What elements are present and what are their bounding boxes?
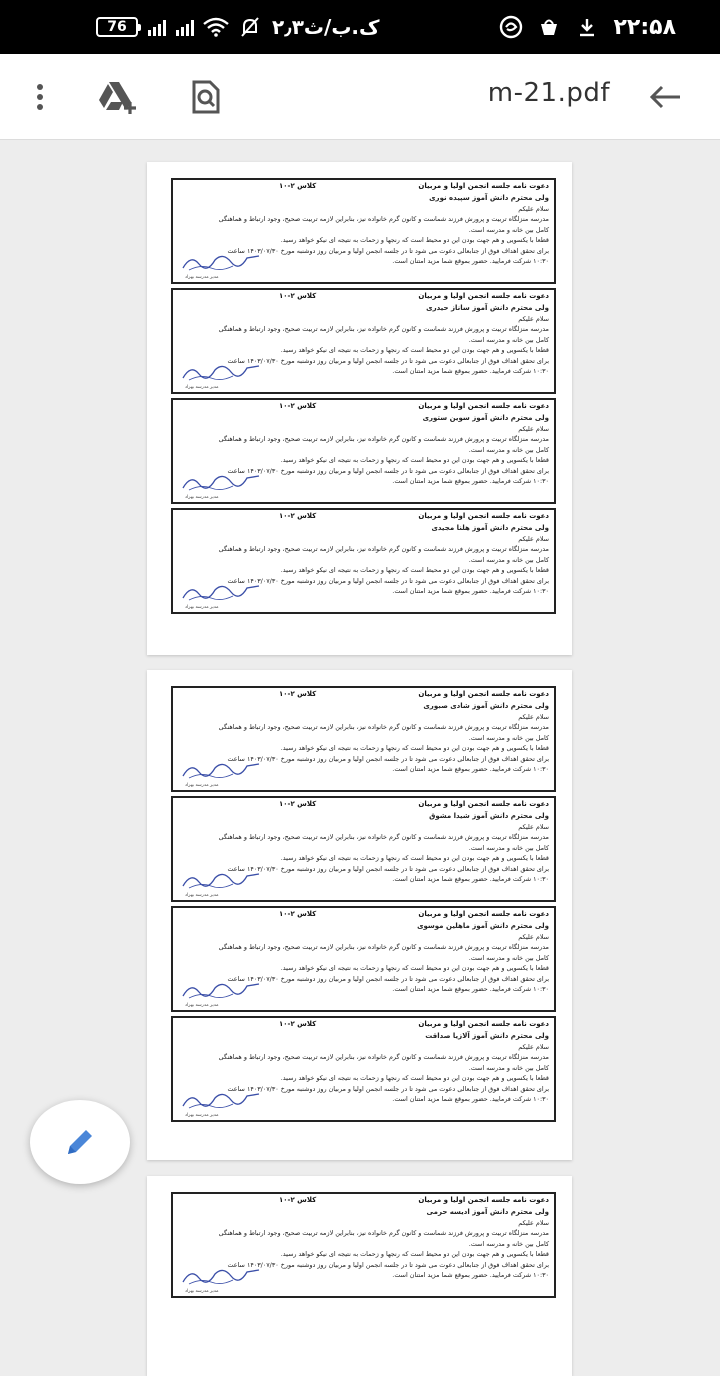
slip-text-line: برای تحقق اهداف فوق از جنابعالی دعوت می شود تا در جلسه انجمن اولیا و مربیان روز دوشنبه مورخ ۱۴۰۳/۰۷/۳۰ ساعت: [227, 864, 549, 873]
pdf-page: [147, 162, 572, 655]
slip-text-line: برای تحقق اهداف فوق از جنابعالی دعوت می شود تا در جلسه انجمن اولیا و مربیان روز دوشنبه مورخ ۱۴۰۳/۰۷/۳۰ ساعت: [227, 1260, 549, 1269]
invitation-slip: [171, 398, 556, 504]
slip-heading: دعوت نامه جلسه انجمن اولیا و مربیان: [418, 690, 549, 698]
pdf-page: [147, 670, 572, 1160]
slip-recipient: ولی محترم دانش آموز ساناز حیدری: [426, 304, 549, 312]
slip-text-line: برای تحقق اهداف فوق از جنابعالی دعوت می شود تا در جلسه انجمن اولیا و مربیان روز دوشنبه مورخ ۱۴۰۳/۰۷/۳۰ ساعت: [227, 466, 549, 475]
slip-text-line: برای تحقق اهداف فوق از جنابعالی دعوت می شود تا در جلسه انجمن اولیا و مربیان روز دوشنبه مورخ ۱۴۰۳/۰۷/۳۰ ساعت: [227, 246, 549, 255]
signature-stamp: [181, 758, 261, 780]
signature-caption: مدیر مدرسه بهزاد: [185, 1289, 219, 1294]
slip-text-line: برای تحقق اهداف فوق از جنابعالی دعوت می شود تا در جلسه انجمن اولیا و مربیان روز دوشنبه مورخ ۱۴۰۳/۰۷/۳۰ ساعت: [227, 974, 549, 983]
invitation-slip: [171, 508, 556, 614]
slip-text-line: ۱۰:۳۰ شرکت فرمایید. حضور بموقع شما مزید امتنان است.: [392, 257, 549, 265]
signature-stamp: [181, 250, 261, 272]
slip-recipient: ولی محترم دانش آموز هلنا مجیدی: [431, 524, 549, 532]
slip-text-line: کامل بین خانه و مدرسه است.: [468, 555, 549, 564]
slip-text-line: مدرسه منزلگاه تربیت و پرورش فرزند شماست و کانون گرم خانواده نیز، بنابراین لازمه تربیت صحیح، وجود ارتباط و هماهنگی: [218, 833, 549, 841]
slip-text-line: قطعا با یکسویی و هم جهت بودن این دو محیط است که رنجها و زحمات به نتیجه ای نیکو خواهد رسید.: [280, 346, 549, 354]
slip-text-line: قطعا با یکسویی و هم جهت بودن این دو محیط است که رنجها و زحمات به نتیجه ای نیکو خواهد رسید.: [280, 566, 549, 574]
slip-text-line: ۱۰:۳۰ شرکت فرمایید. حضور بموقع شما مزید امتنان است.: [392, 587, 549, 595]
slip-text-line: مدرسه منزلگاه تربیت و پرورش فرزند شماست و کانون گرم خانواده نیز، بنابراین لازمه تربیت صحیح، وجود ارتباط و هماهنگی: [218, 1229, 549, 1237]
slip-text-line: کامل بین خانه و مدرسه است.: [468, 733, 549, 742]
slip-heading: دعوت نامه جلسه انجمن اولیا و مربیان: [418, 1196, 549, 1204]
signal-icon-2: [176, 18, 194, 36]
slip-text-line: ۱۰:۳۰ شرکت فرمایید. حضور بموقع شما مزید امتنان است.: [392, 367, 549, 375]
wifi-icon: [204, 15, 228, 39]
slip-class: کلاس ۲-۱۰: [279, 292, 317, 300]
download-icon: [575, 15, 599, 39]
slip-text-line: سلام علیکم: [518, 424, 549, 433]
invitation-slip: [171, 796, 556, 902]
signature-caption: مدیر مدرسه بهزاد: [185, 1113, 219, 1118]
signature-stamp: [181, 978, 261, 1000]
signature-stamp: [181, 1264, 261, 1286]
signal-icon: [148, 18, 166, 36]
slip-class: کلاس ۲-۱۰: [279, 690, 317, 698]
edit-pencil-icon: [62, 1124, 98, 1160]
slip-recipient: ولی محترم دانش آموز شیدا مشوق: [429, 812, 549, 820]
slip-text-line: ۱۰:۳۰ شرکت فرمایید. حضور بموقع شما مزید امتنان است.: [392, 765, 549, 773]
signature-stamp: [181, 360, 261, 382]
slip-heading: دعوت نامه جلسه انجمن اولیا و مربیان: [418, 1020, 549, 1028]
slip-text-line: کامل بین خانه و مدرسه است.: [468, 1063, 549, 1072]
slip-text-line: مدرسه منزلگاه تربیت و پرورش فرزند شماست و کانون گرم خانواده نیز، بنابراین لازمه تربیت صحیح، وجود ارتباط و هماهنگی: [218, 215, 549, 223]
app-notification-icon: [499, 15, 523, 39]
slip-class: کلاس ۲-۱۰: [279, 910, 317, 918]
slip-text-line: سلام علیکم: [518, 822, 549, 831]
document-title: m-21.pdf: [487, 78, 610, 108]
slip-class: کلاس ۲-۱۰: [279, 182, 317, 190]
search-document-icon[interactable]: [184, 75, 228, 119]
slip-class: کلاس ۲-۱۰: [279, 1020, 317, 1028]
slip-text-line: قطعا با یکسویی و هم جهت بودن این دو محیط است که رنجها و زحمات به نتیجه ای نیکو خواهد رسید.: [280, 1074, 549, 1082]
slip-recipient: ولی محترم دانش آموز ادیسه حرمی: [426, 1208, 549, 1216]
invitation-slip: [171, 906, 556, 1012]
slip-text-line: سلام علیکم: [518, 204, 549, 213]
signature-caption: مدیر مدرسه بهزاد: [185, 605, 219, 610]
slip-class: کلاس ۲-۱۰: [279, 800, 317, 808]
slip-text-line: کامل بین خانه و مدرسه است.: [468, 445, 549, 454]
slip-text-line: سلام علیکم: [518, 932, 549, 941]
slip-text-line: برای تحقق اهداف فوق از جنابعالی دعوت می شود تا در جلسه انجمن اولیا و مربیان روز دوشنبه مورخ ۱۴۰۳/۰۷/۳۰ ساعت: [227, 1084, 549, 1093]
slip-text-line: مدرسه منزلگاه تربیت و پرورش فرزند شماست و کانون گرم خانواده نیز، بنابراین لازمه تربیت صحیح، وجود ارتباط و هماهنگی: [218, 723, 549, 731]
slip-heading: دعوت نامه جلسه انجمن اولیا و مربیان: [418, 292, 549, 300]
muted-bell-icon: [238, 15, 262, 39]
invitation-slip: [171, 1192, 556, 1298]
slip-class: کلاس ۲-۱۰: [279, 402, 317, 410]
slip-text-line: کامل بین خانه و مدرسه است.: [468, 225, 549, 234]
slip-text-line: مدرسه منزلگاه تربیت و پرورش فرزند شماست و کانون گرم خانواده نیز، بنابراین لازمه تربیت صحیح، وجود ارتباط و هماهنگی: [218, 545, 549, 553]
edit-button[interactable]: [30, 1100, 130, 1184]
clock: ۲۲:۵۸: [613, 14, 676, 40]
slip-text-line: سلام علیکم: [518, 1218, 549, 1227]
slip-recipient: ولی محترم دانش آموز شادی صبوری: [423, 702, 549, 710]
slip-recipient: ولی محترم دانش آموز ماهلین موسوی: [417, 922, 549, 930]
slip-text-line: ۱۰:۳۰ شرکت فرمایید. حضور بموقع شما مزید امتنان است.: [392, 1271, 549, 1279]
slip-text-line: مدرسه منزلگاه تربیت و پرورش فرزند شماست و کانون گرم خانواده نیز، بنابراین لازمه تربیت صحیح، وجود ارتباط و هماهنگی: [218, 435, 549, 443]
slip-recipient: ولی محترم دانش آموز سپیده نوری: [429, 194, 549, 202]
slip-heading: دعوت نامه جلسه انجمن اولیا و مربیان: [418, 800, 549, 808]
slip-text-line: قطعا با یکسویی و هم جهت بودن این دو محیط است که رنجها و زحمات به نتیجه ای نیکو خواهد رسید.: [280, 744, 549, 752]
signature-stamp: [181, 580, 261, 602]
network-speed: ۲٫۳ک.ب/ث: [272, 15, 380, 39]
back-arrow-icon[interactable]: [644, 75, 688, 119]
battery-level: 76: [107, 19, 127, 35]
slip-text-line: برای تحقق اهداف فوق از جنابعالی دعوت می شود تا در جلسه انجمن اولیا و مربیان روز دوشنبه مورخ ۱۴۰۳/۰۷/۳۰ ساعت: [227, 754, 549, 763]
signature-caption: مدیر مدرسه بهزاد: [185, 783, 219, 788]
slip-class: کلاس ۲-۱۰: [279, 1196, 317, 1204]
slip-text-line: برای تحقق اهداف فوق از جنابعالی دعوت می شود تا در جلسه انجمن اولیا و مربیان روز دوشنبه مورخ ۱۴۰۳/۰۷/۳۰ ساعت: [227, 576, 549, 585]
slip-text-line: کامل بین خانه و مدرسه است.: [468, 843, 549, 852]
slip-text-line: قطعا با یکسویی و هم جهت بودن این دو محیط است که رنجها و زحمات به نتیجه ای نیکو خواهد رسید.: [280, 236, 549, 244]
battery-indicator: [96, 17, 138, 37]
slip-text-line: کامل بین خانه و مدرسه است.: [468, 335, 549, 344]
drive-add-icon[interactable]: [96, 75, 140, 119]
slip-text-line: قطعا با یکسویی و هم جهت بودن این دو محیط است که رنجها و زحمات به نتیجه ای نیکو خواهد رسید.: [280, 456, 549, 464]
slip-recipient: ولی محترم دانش آموز آلازیا صداقت: [425, 1032, 549, 1040]
slip-text-line: کامل بین خانه و مدرسه است.: [468, 1239, 549, 1248]
slip-text-line: مدرسه منزلگاه تربیت و پرورش فرزند شماست و کانون گرم خانواده نیز، بنابراین لازمه تربیت صحیح، وجود ارتباط و هماهنگی: [218, 1053, 549, 1061]
slip-text-line: سلام علیکم: [518, 712, 549, 721]
slip-heading: دعوت نامه جلسه انجمن اولیا و مربیان: [418, 910, 549, 918]
slip-class: کلاس ۲-۱۰: [279, 512, 317, 520]
more-vert-icon[interactable]: [18, 75, 62, 119]
status-bar: [0, 0, 720, 54]
slip-heading: دعوت نامه جلسه انجمن اولیا و مربیان: [418, 512, 549, 520]
signature-caption: مدیر مدرسه بهزاد: [185, 385, 219, 390]
invitation-slip: [171, 288, 556, 394]
slip-recipient: ولی محترم دانش آموز سوین ستوری: [422, 414, 549, 422]
slip-text-line: قطعا با یکسویی و هم جهت بودن این دو محیط است که رنجها و زحمات به نتیجه ای نیکو خواهد رسید.: [280, 964, 549, 972]
slip-text-line: ۱۰:۳۰ شرکت فرمایید. حضور بموقع شما مزید امتنان است.: [392, 477, 549, 485]
signature-caption: مدیر مدرسه بهزاد: [185, 275, 219, 280]
invitation-slip: [171, 178, 556, 284]
slip-text-line: قطعا با یکسویی و هم جهت بودن این دو محیط است که رنجها و زحمات به نتیجه ای نیکو خواهد رسید.: [280, 854, 549, 862]
signature-stamp: [181, 1088, 261, 1110]
invitation-slip: [171, 686, 556, 792]
slip-text-line: قطعا با یکسویی و هم جهت بودن این دو محیط است که رنجها و زحمات به نتیجه ای نیکو خواهد رسید.: [280, 1250, 549, 1258]
slip-heading: دعوت نامه جلسه انجمن اولیا و مربیان: [418, 182, 549, 190]
pdf-page: [147, 1176, 572, 1376]
signature-stamp: [181, 470, 261, 492]
slip-text-line: ۱۰:۳۰ شرکت فرمایید. حضور بموقع شما مزید امتنان است.: [392, 985, 549, 993]
slip-text-line: ۱۰:۳۰ شرکت فرمایید. حضور بموقع شما مزید امتنان است.: [392, 875, 549, 883]
invitation-slip: [171, 1016, 556, 1122]
slip-text-line: سلام علیکم: [518, 534, 549, 543]
signature-caption: مدیر مدرسه بهزاد: [185, 1003, 219, 1008]
slip-text-line: کامل بین خانه و مدرسه است.: [468, 953, 549, 962]
slip-text-line: مدرسه منزلگاه تربیت و پرورش فرزند شماست و کانون گرم خانواده نیز، بنابراین لازمه تربیت صحیح، وجود ارتباط و هماهنگی: [218, 943, 549, 951]
slip-text-line: ۱۰:۳۰ شرکت فرمایید. حضور بموقع شما مزید امتنان است.: [392, 1095, 549, 1103]
slip-text-line: برای تحقق اهداف فوق از جنابعالی دعوت می شود تا در جلسه انجمن اولیا و مربیان روز دوشنبه مورخ ۱۴۰۳/۰۷/۳۰ ساعت: [227, 356, 549, 365]
signature-caption: مدیر مدرسه بهزاد: [185, 495, 219, 500]
slip-text-line: سلام علیکم: [518, 1042, 549, 1051]
slip-text-line: سلام علیکم: [518, 314, 549, 323]
signature-stamp: [181, 868, 261, 890]
slip-text-line: مدرسه منزلگاه تربیت و پرورش فرزند شماست و کانون گرم خانواده نیز، بنابراین لازمه تربیت صحیح، وجود ارتباط و هماهنگی: [218, 325, 549, 333]
basket-icon: [537, 15, 561, 39]
slip-heading: دعوت نامه جلسه انجمن اولیا و مربیان: [418, 402, 549, 410]
app-toolbar: [0, 54, 720, 140]
signature-caption: مدیر مدرسه بهزاد: [185, 893, 219, 898]
